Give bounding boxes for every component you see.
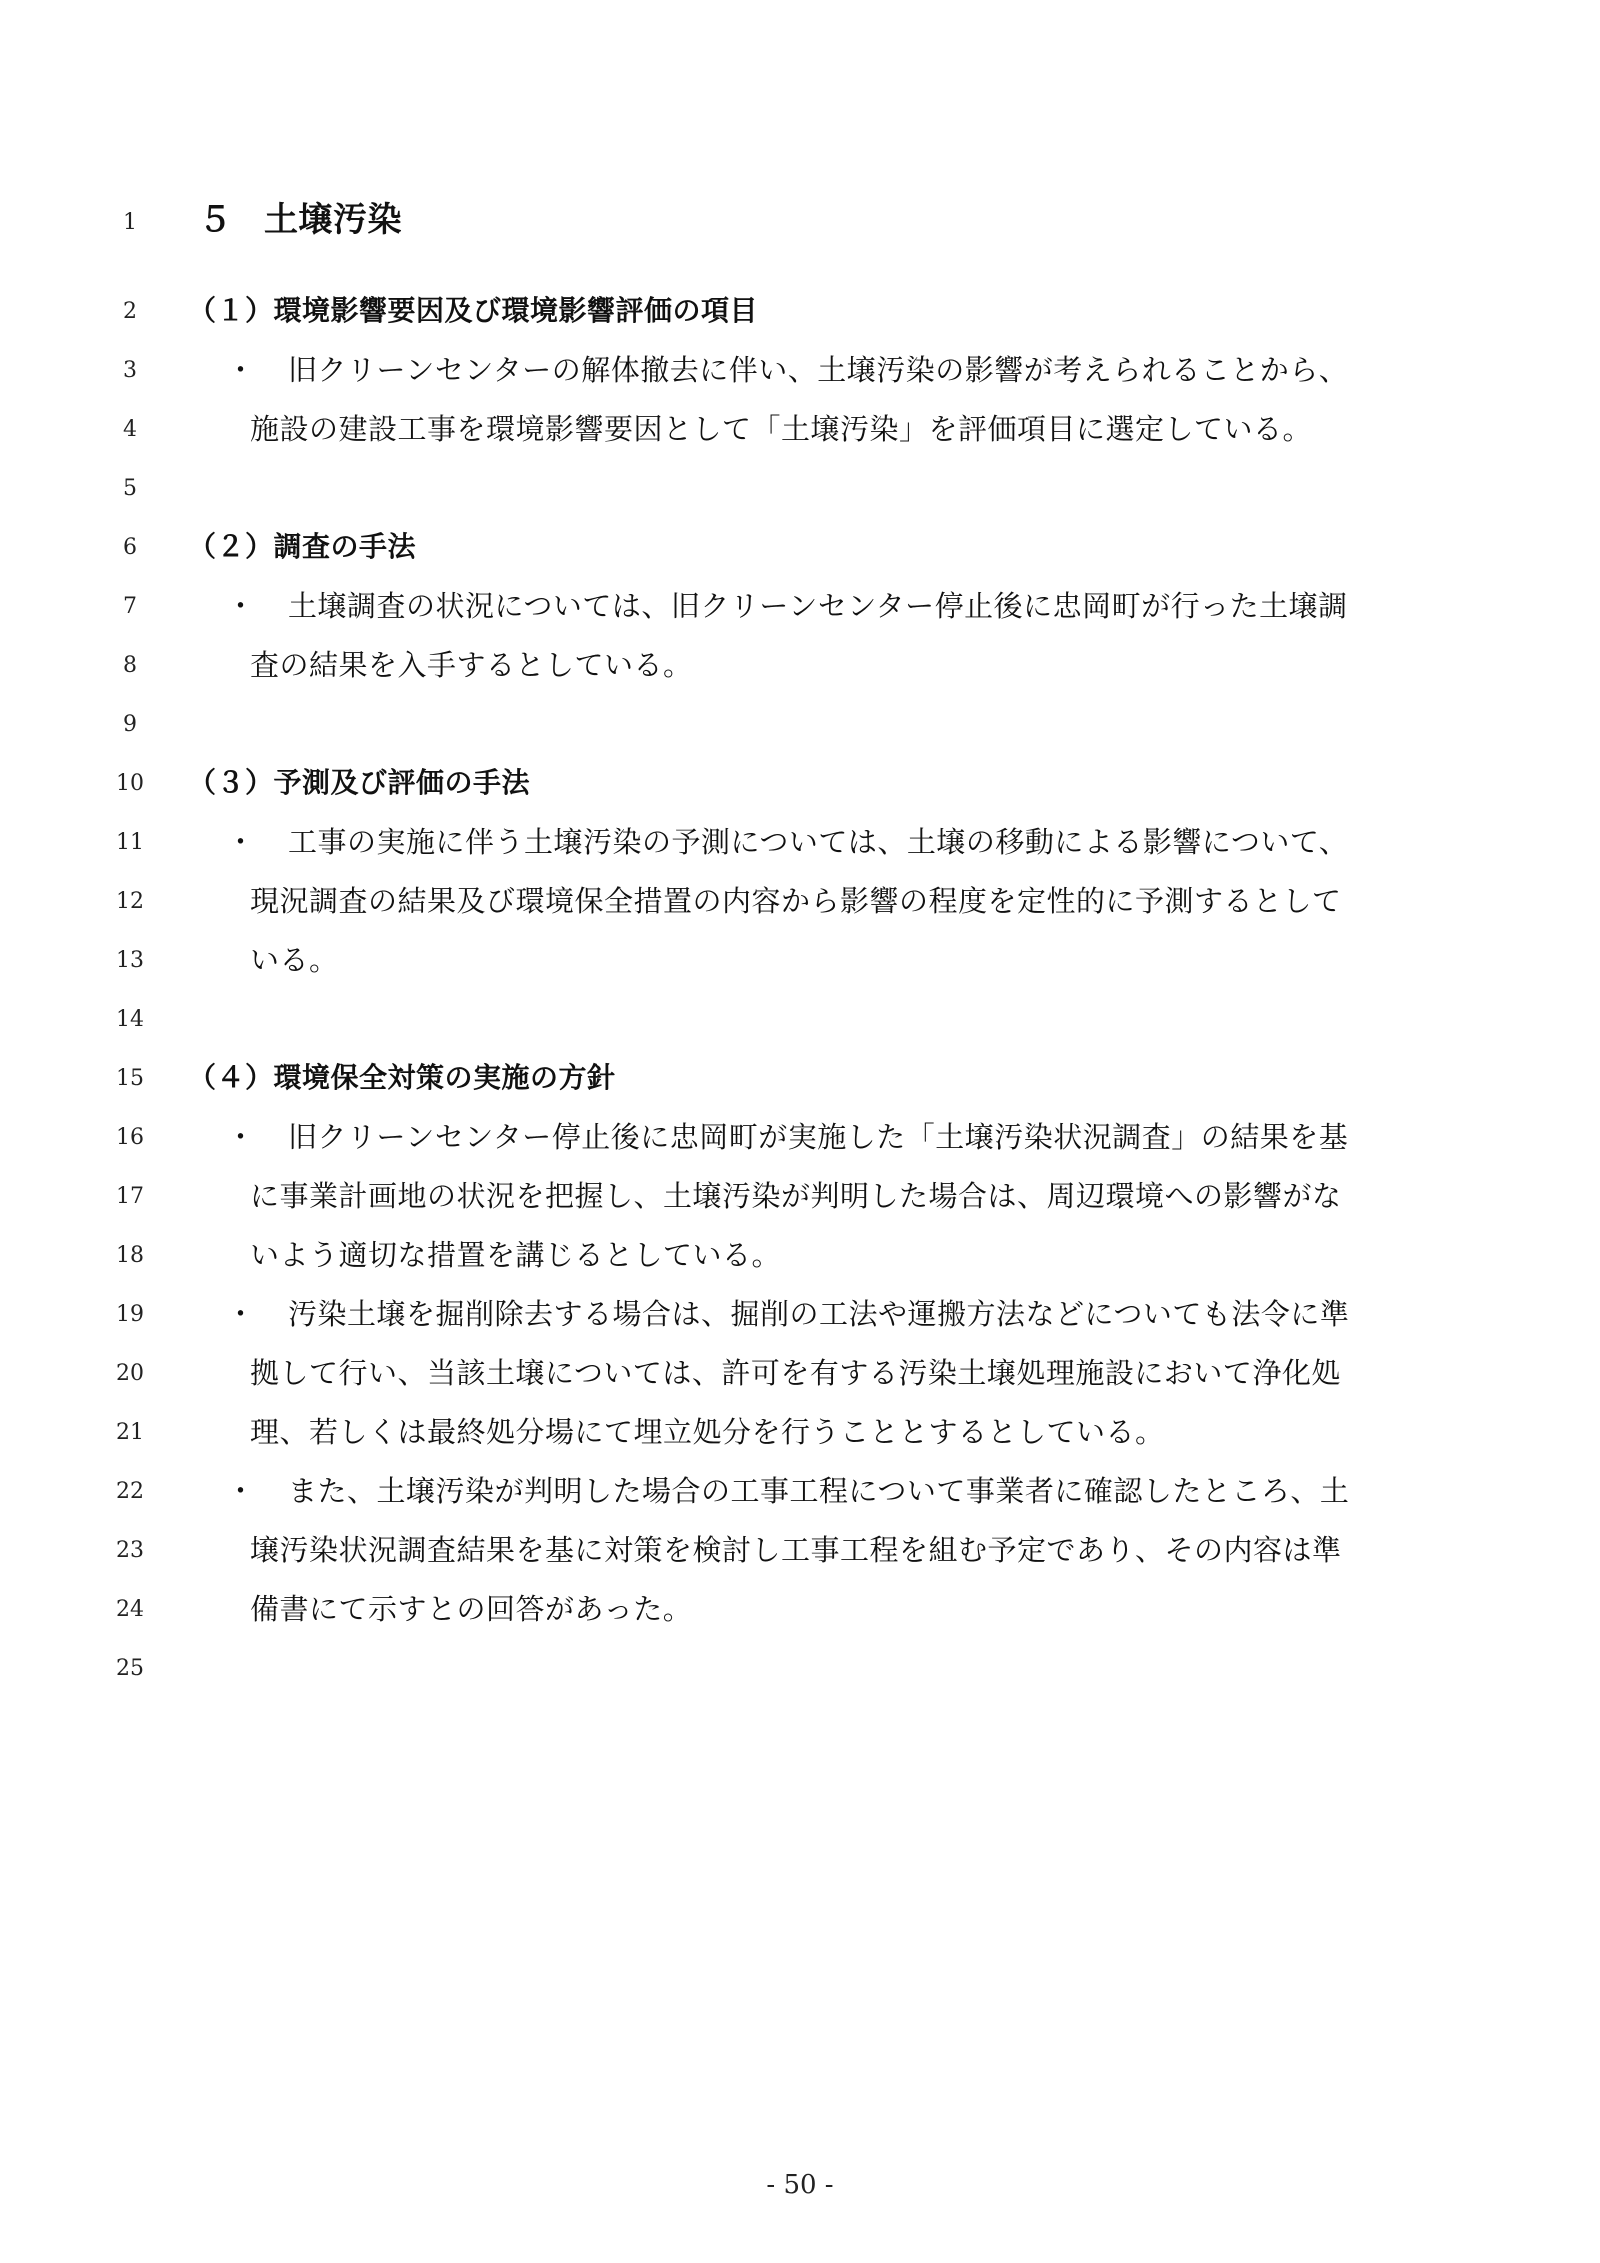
line-24 [0, 1583, 1600, 1641]
line-number: 4 [123, 417, 137, 442]
line-number: 17 [116, 1184, 144, 1209]
line-4 [0, 403, 1600, 461]
bullet-mark: ・ [226, 825, 256, 859]
line-3 [0, 344, 1600, 402]
bullet-text: 査の結果を入手するとしている。 [250, 648, 693, 682]
bullet-text: 施設の建設工事を環境影響要因として「土壌汚染」を評価項目に選定している。 [250, 412, 1313, 446]
line-6 [0, 521, 1600, 579]
line-number: 6 [123, 535, 137, 560]
line-number: 13 [116, 948, 144, 973]
line-number: 5 [123, 476, 137, 501]
line-number: 3 [123, 358, 137, 383]
section-title: 土壌汚染 [264, 200, 402, 240]
line-number: 10 [116, 771, 144, 796]
bullet-text: また、土壌汚染が判明した場合の工事工程について事業者に確認したところ、土 [288, 1474, 1350, 1508]
line-15 [0, 1052, 1600, 1110]
bullet-text: 工事の実施に伴う土壌汚染の予測については、土壌の移動による影響について、 [288, 825, 1349, 859]
line-number: 21 [116, 1420, 144, 1445]
line-14 [0, 993, 1600, 1051]
line-2 [0, 285, 1600, 343]
line-number: 1 [123, 210, 137, 235]
line-number: 8 [123, 653, 137, 678]
line-number: 22 [116, 1479, 144, 1504]
line-7 [0, 580, 1600, 638]
line-number: 20 [116, 1361, 144, 1386]
bullet-mark: ・ [226, 1474, 256, 1508]
line-number: 16 [116, 1125, 144, 1150]
line-11 [0, 816, 1600, 874]
line-20 [0, 1347, 1600, 1405]
bullet-mark: ・ [226, 1297, 256, 1331]
subsection-heading: （３）予測及び評価の手法 [188, 766, 531, 799]
bullet-text: 備書にて示すとの回答があった。 [250, 1592, 693, 1626]
subsection-heading: （１）環境影響要因及び環境影響評価の項目 [188, 294, 759, 327]
line-5 [0, 462, 1600, 520]
bullet-text: 汚染土壌を掘削除去する場合は、掘削の工法や運搬方法などについても法令に準 [288, 1297, 1350, 1331]
line-10 [0, 757, 1600, 815]
line-23 [0, 1524, 1600, 1582]
line-16 [0, 1111, 1600, 1169]
bullet-text: 土壌調査の状況については、旧クリーンセンター停止後に忠岡町が行った土壌調 [288, 589, 1348, 623]
bullet-text: 旧クリーンセンターの解体撤去に伴い、土壌汚染の影響が考えられることから、 [288, 353, 1349, 387]
line-number: 9 [123, 712, 137, 737]
line-19 [0, 1288, 1600, 1346]
line-number: 15 [116, 1066, 144, 1091]
bullet-text: いよう適切な措置を講じるとしている。 [250, 1238, 782, 1272]
bullet-mark: ・ [226, 589, 256, 623]
line-18 [0, 1229, 1600, 1287]
line-number: 24 [116, 1597, 144, 1622]
line-22 [0, 1465, 1600, 1523]
bullet-mark: ・ [226, 353, 256, 387]
bullet-text: 旧クリーンセンター停止後に忠岡町が実施した「土壌汚染状況調査」の結果を基 [288, 1120, 1349, 1154]
section-number: ５ [198, 200, 233, 240]
line-number: 14 [116, 1007, 144, 1032]
bullet-text: 拠して行い、当該土壌については、許可を有する汚染土壌処理施設において浄化処 [250, 1356, 1341, 1390]
line-number: 18 [116, 1243, 144, 1268]
line-12 [0, 875, 1600, 933]
bullet-text: に事業計画地の状況を把握し、土壌汚染が判明した場合は、周辺環境への影響がな [250, 1179, 1342, 1213]
bullet-text: 理、若しくは最終処分場にて埋立処分を行うこととするとしている。 [250, 1415, 1165, 1449]
line-number: 7 [123, 594, 137, 619]
line-8 [0, 639, 1600, 697]
section-heading [198, 200, 402, 240]
line-number: 23 [116, 1538, 144, 1563]
line-1 [0, 196, 1600, 254]
line-21 [0, 1406, 1600, 1464]
bullet-mark: ・ [226, 1120, 256, 1154]
line-25 [0, 1642, 1600, 1700]
line-13 [0, 934, 1600, 992]
line-17 [0, 1170, 1600, 1228]
subsection-heading: （４）環境保全対策の実施の方針 [188, 1061, 616, 1094]
line-9 [0, 698, 1600, 756]
line-number: 11 [116, 830, 144, 855]
line-number: 12 [116, 889, 144, 914]
line-number: 2 [123, 299, 137, 324]
page-number: - 50 - [766, 2170, 834, 2200]
bullet-text: 現況調査の結果及び環境保全措置の内容から影響の程度を定性的に予測するとして [250, 884, 1342, 918]
bullet-text: いる。 [250, 943, 339, 977]
bullet-text: 壌汚染状況調査結果を基に対策を検討し工事工程を組む予定であり、その内容は準 [250, 1533, 1342, 1567]
subsection-heading: （２）調査の手法 [188, 530, 417, 563]
line-number: 19 [116, 1302, 144, 1327]
line-number: 25 [116, 1656, 144, 1681]
